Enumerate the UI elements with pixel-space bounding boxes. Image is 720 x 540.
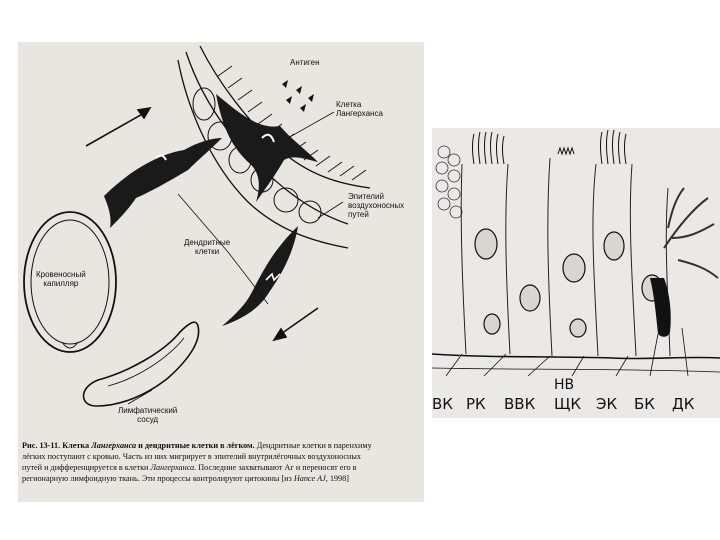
antigen-arrows bbox=[282, 80, 314, 112]
airway-epithelium-figure bbox=[432, 128, 720, 418]
epithelium-label-line-3: путей bbox=[348, 210, 369, 219]
capillary-label-line-2: капилляр bbox=[43, 279, 79, 288]
caption-line-3-b: Последние захватывают Аг и переносят его в bbox=[198, 463, 357, 472]
caption-fig-number: Рис. 13-11. bbox=[22, 441, 61, 450]
langerhans-label-line-1: Клетка bbox=[336, 100, 362, 109]
dendritic-label-line-2: клетки bbox=[195, 247, 220, 256]
lymph-label-line-1: Лимфатический bbox=[118, 406, 178, 415]
caption-line-2: лёгких поступают с кровью. Часть из них мигрирует в эпителий внутрилёгочных воздухоносных bbox=[22, 452, 362, 461]
capillary-label-line-1: Кровеносный bbox=[36, 270, 86, 279]
caption-line-4-b: 1998] bbox=[329, 474, 349, 483]
cilia-bundles bbox=[473, 130, 627, 164]
nv-label: НВ bbox=[554, 377, 575, 393]
epithelium-cells-illustration bbox=[432, 128, 720, 378]
epithelium-label-line-2: воздухоносных bbox=[348, 201, 405, 210]
goblet-cell bbox=[436, 146, 462, 218]
lymph-label-line-2: сосуд bbox=[137, 415, 159, 424]
dendritic-cell-upper bbox=[104, 138, 222, 228]
caption-line-3 bbox=[22, 462, 422, 473]
cell-code: ЩК bbox=[554, 395, 582, 413]
caption-line-4-italic: Hance AJ, bbox=[293, 474, 328, 483]
dendritic-cell-shape bbox=[650, 188, 718, 337]
cell-code: ДК bbox=[672, 395, 695, 413]
langerhans-cell-label bbox=[336, 100, 383, 118]
cell-type-codes bbox=[432, 395, 720, 417]
blood-capillary-label bbox=[36, 270, 86, 288]
dendritic-cell-lower bbox=[222, 226, 298, 326]
caption-line-3-italic: Лангерханса. bbox=[150, 463, 197, 472]
langerhans-label-line-2: Лангерханса bbox=[336, 109, 383, 118]
caption-line-1 bbox=[22, 440, 422, 451]
figure-caption bbox=[22, 440, 422, 484]
dendritic-label-line-1: Дендритные bbox=[184, 238, 231, 247]
antigen-label: Антиген bbox=[290, 58, 320, 67]
langerhans-figure bbox=[18, 42, 424, 502]
epithelium-label-line-1: Эпителий bbox=[348, 192, 384, 201]
caption-line-4-a: регионарную лимфоидную ткань. Эти процессы контролируют цитокины [из bbox=[22, 474, 292, 483]
cell-code: РК bbox=[466, 395, 486, 413]
caption-line-3-a: путей и дифференцируется в клетки bbox=[22, 463, 149, 472]
caption-title-part-2: и дендритные клетки в лёгком. bbox=[138, 441, 255, 450]
airway-epithelium-label bbox=[348, 192, 404, 219]
caption-title-part-1: Клетка bbox=[62, 441, 90, 450]
cell-code: ВК bbox=[432, 395, 453, 413]
dendritic-cells-label bbox=[184, 238, 230, 256]
cell-code: ВВК bbox=[504, 395, 536, 413]
cell-code: БК bbox=[634, 395, 655, 413]
lymph-vessel-label bbox=[118, 406, 177, 424]
cell-code: ЭК bbox=[596, 395, 618, 413]
caption-line-4 bbox=[22, 473, 422, 484]
caption-line-1-rest: Дендритные клетки в паренхиму bbox=[256, 441, 372, 450]
caption-title-italic: Лангерханса bbox=[91, 441, 137, 450]
